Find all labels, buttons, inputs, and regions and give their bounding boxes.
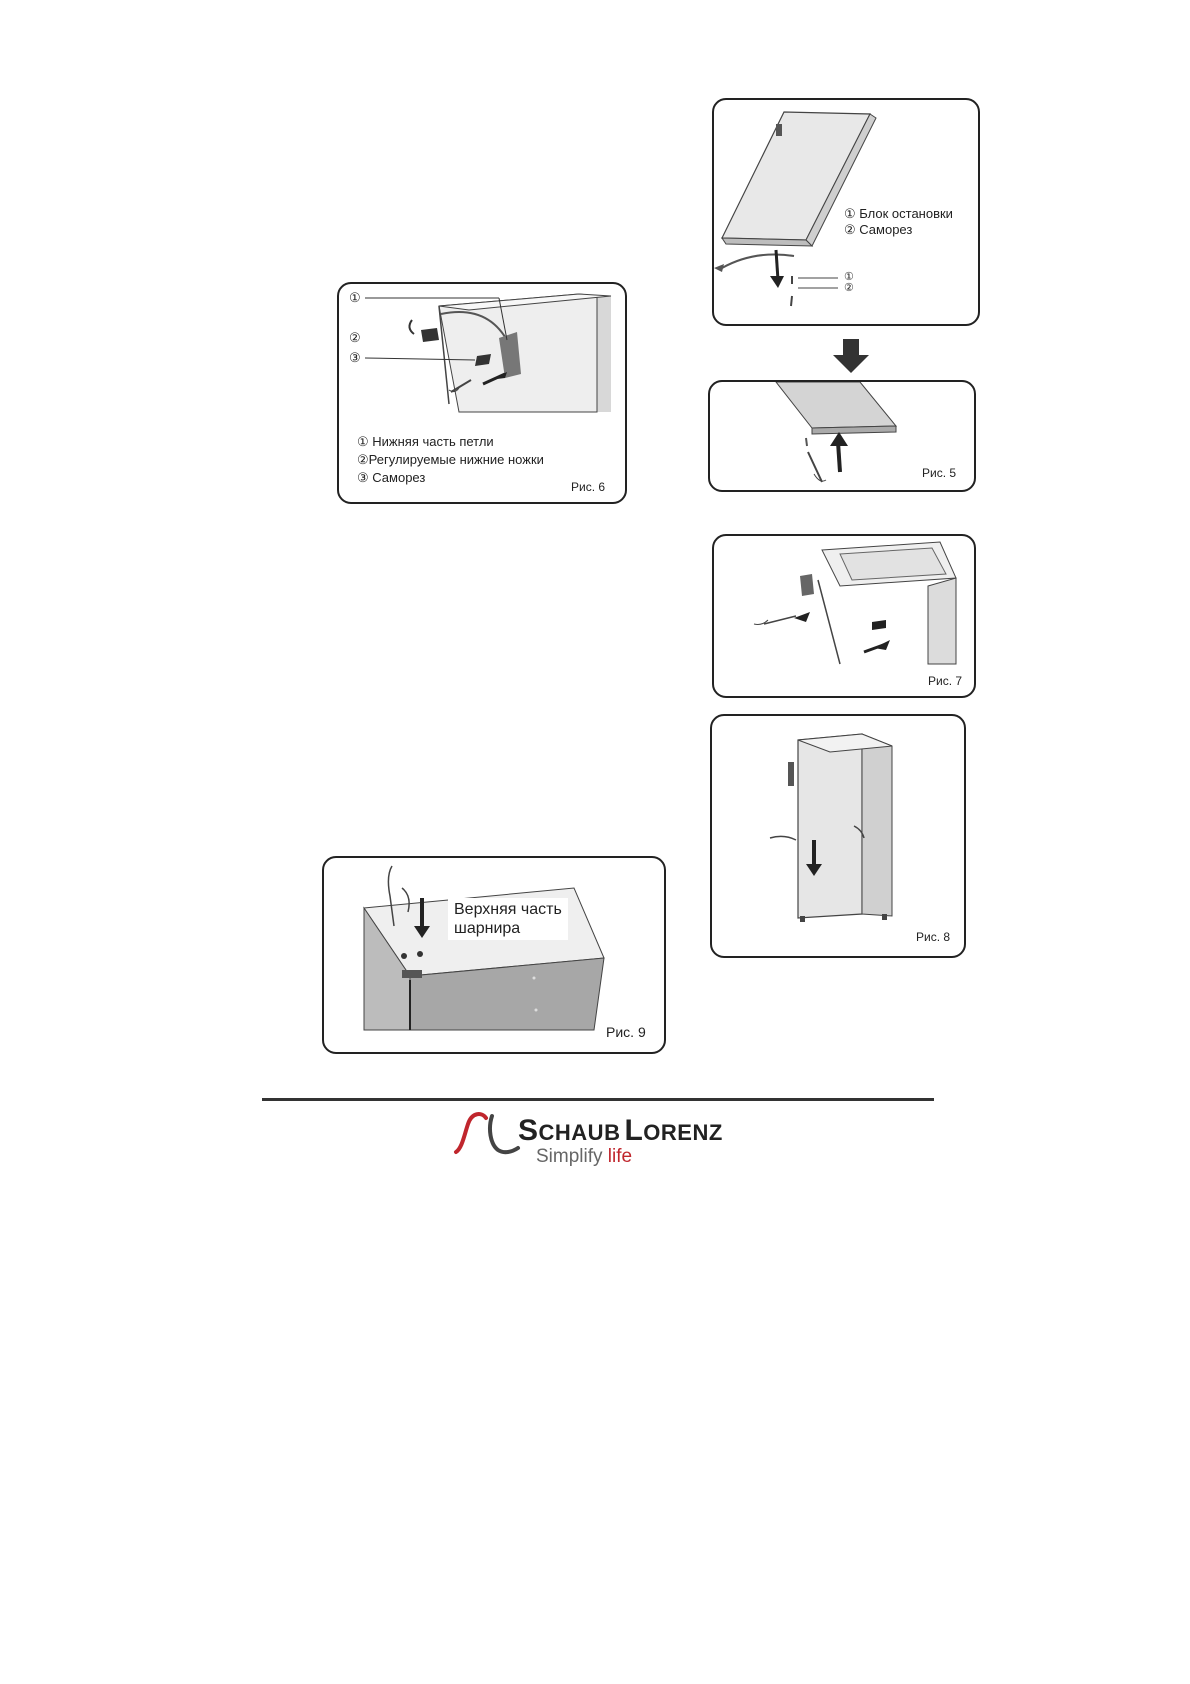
- fig6-caption: Рис. 6: [571, 480, 606, 494]
- fig6-marker-3: ③: [349, 350, 361, 365]
- brand-tagline: [536, 1146, 632, 1168]
- fig9-label-line-2: шарнира: [454, 920, 521, 937]
- fig8-caption: Рис. 8: [916, 930, 951, 944]
- fig6-legend-2: ②Регулируемые нижние ножки: [357, 452, 544, 467]
- fig7-caption: Рис. 7: [928, 674, 963, 688]
- figure-6-panel: [337, 282, 627, 504]
- fig4-legend-1: ① Блок остановки: [844, 206, 953, 221]
- figure-7-panel: [712, 534, 976, 698]
- fig6-legend-1: ① Нижняя часть петли: [357, 434, 494, 449]
- fig5-caption: Рис. 5: [922, 466, 957, 480]
- figure-4-panel: [712, 98, 980, 326]
- figure-8-panel: [710, 714, 966, 958]
- fig6-marker-1: ①: [349, 290, 361, 305]
- fig6-legend-3: ③ Саморез: [357, 470, 426, 485]
- fig9-hinge-label: [448, 898, 568, 940]
- fig4-legend-2: ② Саморез: [844, 222, 913, 237]
- fig9-caption: Рис. 9: [606, 1024, 646, 1040]
- figure-9-illustration: [324, 858, 664, 1052]
- fig9-label-line-1: Верхняя часть: [454, 901, 562, 918]
- schaub-lorenz-logo-icon: [452, 1108, 522, 1156]
- arrow-down-icon: [831, 337, 871, 377]
- footer-divider: [262, 1098, 934, 1101]
- fig6-marker-2: ②: [349, 330, 361, 345]
- fig4-marker-2: ②: [844, 282, 854, 294]
- brand-name: [518, 1114, 723, 1148]
- figure-5-panel: [708, 380, 976, 492]
- brand-first-rest: CHAUB: [538, 1120, 621, 1145]
- brand-second-initial: L: [624, 1114, 644, 1147]
- brand-first-initial: S: [518, 1114, 539, 1147]
- figure-7-illustration: [714, 536, 974, 696]
- tagline-main: Simplify: [536, 1146, 603, 1167]
- fig4-marker-1: ①: [844, 271, 854, 283]
- figure-9-panel: [322, 856, 666, 1054]
- figure-8-illustration: [712, 716, 964, 956]
- tagline-accent: life: [607, 1146, 633, 1167]
- brand-second-rest: ORENZ: [643, 1120, 723, 1145]
